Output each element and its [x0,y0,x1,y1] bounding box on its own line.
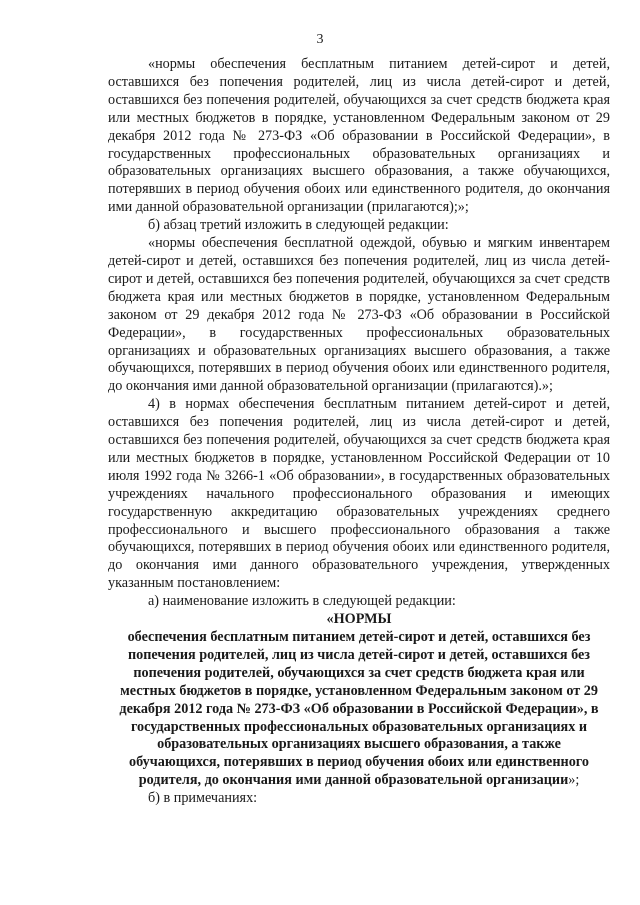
bold-title-normy: «НОРМЫ [326,611,392,628]
paragraph-item-4: 4) в нормах обеспечения бесплатным питанием детей-сирот и детей, оставшихся без попечения родителей, лиц из числа детей-сирот и детей, оставшихся без попечения родителей, обучающихся за счет средств бюджета края или местных бюджетов в порядке, установленном Российской Федерации от 10 июля 1992 года № 3266-1 «Об образовании», в государственных образовательных учреждениях начального профессионального образования и имеющих государственную аккредитацию образовательных учреждениях среднего профессионального и высшего профессионального образования а также обучающихся, потерявших в период обучения обоих или единственного родителя, до окончания ими данного образовательного учреждения, утвержденных указанным постановлением: [108,396,610,592]
paragraph-food-norms-quote: «нормы обеспечения бесплатным питанием детей-сирот и детей, оставшихся без попечения родителей, лиц из числа детей-сирот и детей, оставшихся без попечения родителей, обучающихся за счет средств бюджета края или местных бюджетов в порядке, установленном Федеральным законом от 29 декабря 2012 года № 273-ФЗ «Об образовании в Российской Федерации», в государственных профессиональных образовательных организациях и образовательных организациях высшего образования, а также обучающихся, потерявших в период обучения обоих или единственного родителя, до окончания ими данной образовательной организации (прилагаются);»; [108,56,610,216]
page-number: 3 [316,32,324,47]
paragraph-b-notes: б) в примечаниях: [148,790,258,807]
bold-norms-description [108,629,610,790]
bold-norms-tail: »; [568,772,580,789]
bold-norms-text: обеспечения бесплатным питанием детей-сирот и детей, оставшихся без попечения родителей, лиц из числа детей-сирот и детей, оставшихся без попечения родителей, обучающихся за счет средств бюджета края или местных бюджетов в порядке, установленном Федеральным законом от 29 декабря 2012 года № 273-ФЗ «Об образовании в Российской Федерации», в государственных профессиональных образовательных организациях и образовательных организациях высшего образования, а также обучающихся, потерявших в период обучения обоих или единственного родителя, до окончания ими данной образовательной организации [119,629,599,789]
paragraph-a-naming: а) наименование изложить в следующей редакции: [148,593,456,610]
document-body [108,56,610,808]
paragraph-b-third-abzac: б) абзац третий изложить в следующей редакции: [148,217,449,234]
paragraph-clothing-norms-quote: «нормы обеспечения бесплатной одеждой, обувью и мягким инвентарем детей-сирот и детей, оставшихся без попечения родителей, лиц из числа детей-сирот и детей, оставшихся без попечения родителей, обучающихся за счет средств бюджета края или местных бюджетов в порядке, установленном Федеральным законом от 29 декабря 2012 года № 273-ФЗ «Об образовании в Российской Федерации», в государственных профессиональных образовательных организациях и образовательных организациях высшего образования, а также обучающихся, потерявших в период обучения обоих или единственного родителя, до окончания ими данной образовательной организации (прилагаются).»; [108,235,610,395]
